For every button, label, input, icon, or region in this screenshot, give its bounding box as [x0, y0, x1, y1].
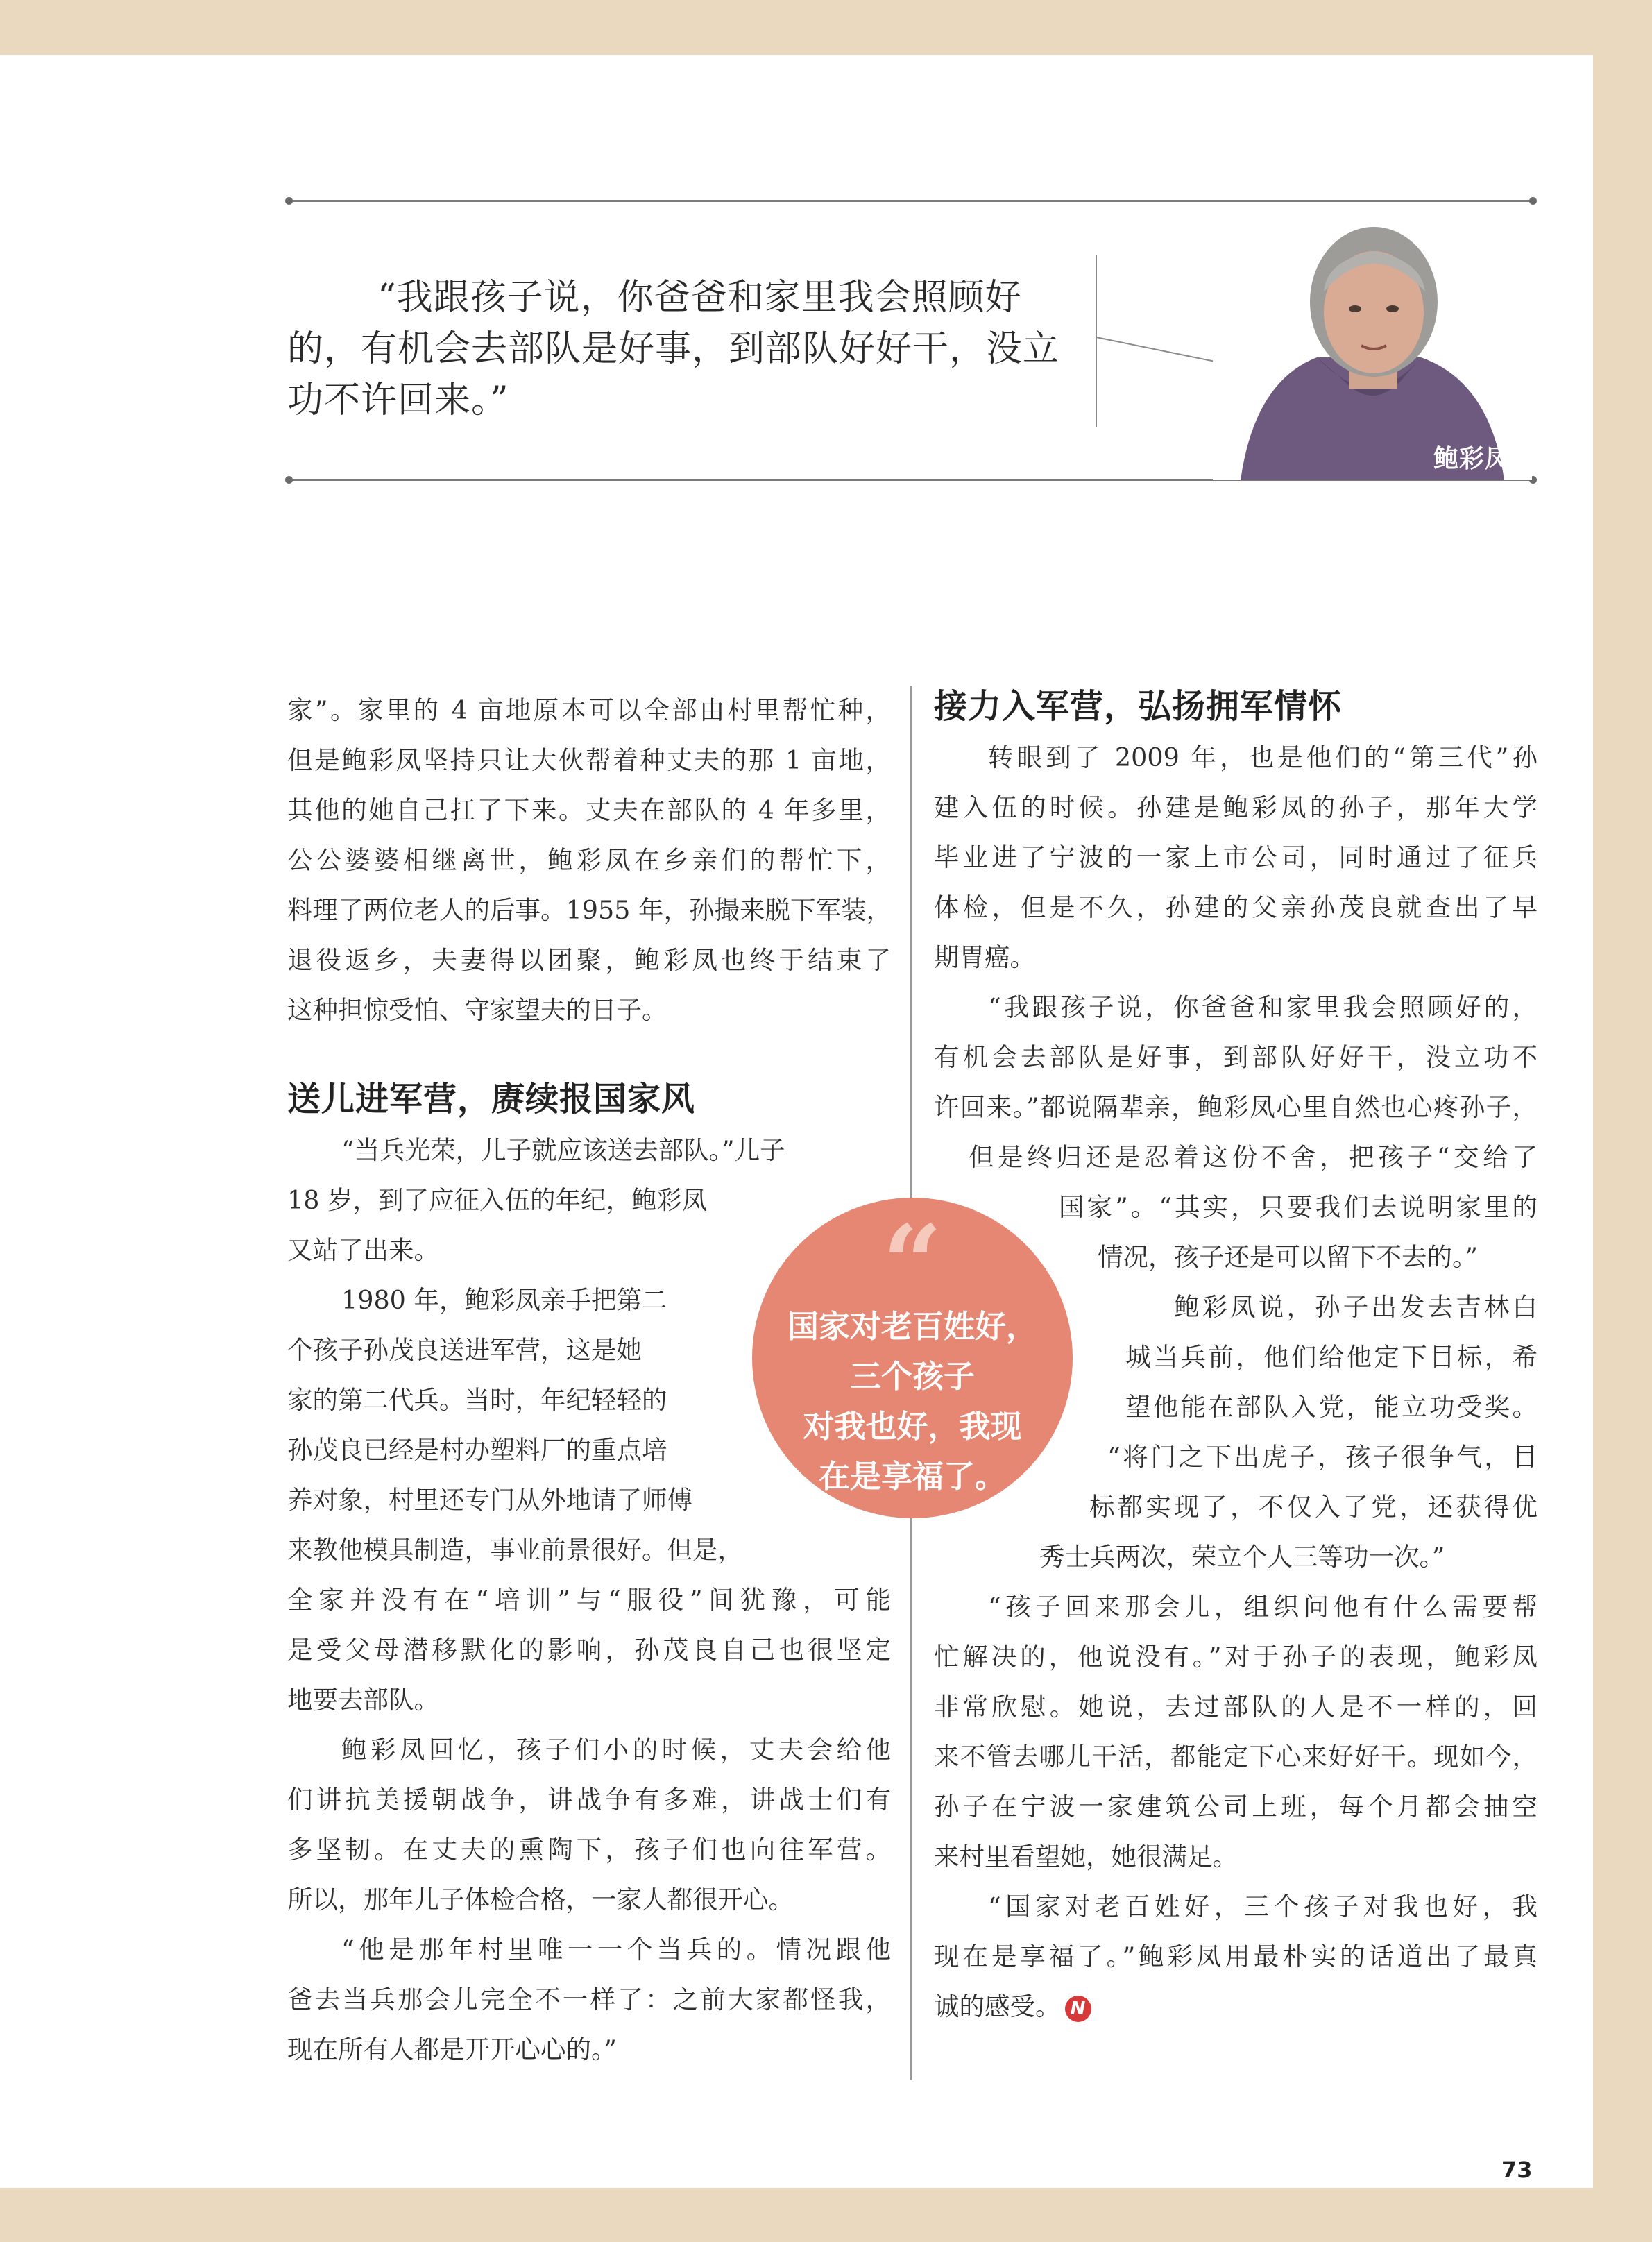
text-line: 城当兵前，他们给他定下目标，希	[1125, 1342, 1538, 1372]
section-heading: 接力入军营，弘扬拥军情怀	[934, 687, 1343, 726]
text-line: 秀士兵两次，荣立个人三等功一次。”	[1039, 1542, 1445, 1572]
text-line: 孙茂良已经是村办塑料厂的重点培	[287, 1435, 667, 1465]
text-line: 期胃癌。	[934, 942, 1035, 972]
text-line: “孩子回来那会儿，组织问他有什么需要帮	[988, 1592, 1538, 1622]
circle-quote-line: 三个孩子	[849, 1358, 975, 1395]
circle-quote-line: 在是享福了。	[818, 1458, 1006, 1495]
section-heading: 送儿进军营，赓续报国家风	[287, 1080, 696, 1119]
circle-quote	[752, 1198, 1073, 1518]
speech-pointer-icon	[1089, 254, 1228, 434]
text-line: “国家对老百姓好，三个孩子对我也好，我	[988, 1892, 1538, 1921]
text-line: 18 岁，到了应征入伍的年纪，鲍彩凤	[287, 1185, 708, 1215]
text-line: 国家”。“其实，只要我们去说明家里的	[1059, 1192, 1538, 1222]
top-rule	[289, 200, 1533, 202]
quote-mark-icon: “	[882, 1203, 943, 1325]
text-line: 现在是享福了。”鲍彩凤用最朴实的话道出了最真	[934, 1942, 1538, 1971]
text-line: 建入伍的时候。孙建是鲍彩凤的孙子，那年大学	[934, 792, 1538, 822]
text-line: 所以，那年儿子体检合格，一家人都很开心。	[287, 1885, 794, 1914]
text-line: 孙子在宁波一家建筑公司上班，每个月都会抽空	[934, 1792, 1538, 1821]
text-line	[934, 1982, 1538, 2032]
text-line: 料理了两位老人的后事。1955 年，孙撮来脱下军装，	[287, 895, 892, 925]
text-line: 公公婆婆相继离世，鲍彩凤在乡亲们的帮忙下，	[287, 845, 891, 875]
text-line: 来不管去哪儿干活，都能定下心来好好干。现如今，	[934, 1742, 1538, 1772]
text-line: 但是鲍彩凤坚持只让大伙帮着种丈夫的那 1 亩地，	[287, 745, 891, 775]
pull-quote: “我跟孩子说，你爸爸和家里我会照顾好的，有机会去部队是好事，到部队好好干，没立功不许回来。”	[287, 277, 1060, 421]
text-line: 1980 年，鲍彩凤亲手把第二	[341, 1285, 667, 1315]
text-line: 体检，但是不久，孙建的父亲孙茂良就查出了早	[934, 892, 1538, 922]
page-number: 73	[1501, 2157, 1533, 2183]
text-line: 养对象，村里还专门从外地请了师傅	[287, 1485, 692, 1515]
text-line: 来教他模具制造，事业前景很好。但是，	[287, 1535, 743, 1565]
left-intro-paragraph	[287, 686, 891, 1035]
text-line: 个孩子孙茂良送进军营，这是她	[287, 1335, 642, 1365]
text-line: “将门之下出虎子，孩子很争气，目	[1107, 1442, 1538, 1472]
text-line: 地要去部队。	[287, 1685, 439, 1715]
text-line: 忙解决的，他说没有。”对于孙子的表现，鲍彩凤	[934, 1642, 1538, 1672]
text-line: 望他能在部队入党，能立功受奖。	[1125, 1392, 1538, 1422]
text-line: “我跟孩子说，你爸爸和家里我会照顾好的，	[988, 992, 1538, 1022]
text-line: 鲍彩凤回忆，孩子们小的时候，丈夫会给他	[341, 1735, 891, 1765]
text-line: 多坚韧。在丈夫的熏陶下，孩子们也向往军营。	[287, 1835, 891, 1865]
text-line: 有机会去部队是好事，到部队好好干，没立功不	[934, 1042, 1538, 1072]
text-line: 来村里看望她，她很满足。	[934, 1842, 1238, 1871]
text-line: 毕业进了宁波的一家上市公司，同时通过了征兵	[934, 842, 1538, 872]
text-line: 非常欣慰。她说，去过部队的人是不一样的，回	[934, 1692, 1538, 1722]
text-line: 现在所有人都是开开心心的。”	[287, 2035, 617, 2064]
text-line: 是受父母潜移默化的影响，孙茂良自己也很坚定	[287, 1635, 891, 1665]
text-line: 标都实现了，不仅入了党，还获得优	[1089, 1492, 1538, 1522]
text-line: 许回来。”都说隔辈亲，鲍彩凤心里自然也心疼孙子，	[934, 1092, 1538, 1122]
text-line: “当兵光荣，儿子就应该送去部队。”儿子	[341, 1135, 785, 1165]
text-line: 家”。家里的 4 亩地原本可以全部由村里帮忙种，	[287, 695, 891, 725]
circle-quote-line: 对我也好，我现	[803, 1408, 1022, 1445]
portrait-caption: 鲍彩凤	[1433, 445, 1511, 473]
text-line: 其他的她自己扛了下来。丈夫在部队的 4 年多里，	[287, 795, 891, 825]
circle-quote-line: 国家对老百姓好，	[787, 1308, 1037, 1345]
end-mark-icon: N	[1065, 1996, 1091, 2022]
circle-quote-text	[766, 1302, 1059, 1502]
text-line: 但是终归还是忍着这份不舍，把孩子“交给了	[969, 1142, 1538, 1172]
text-line: 退役返乡，夫妻得以团聚，鲍彩凤也终于结束了	[287, 945, 891, 975]
text-line: 们讲抗美援朝战争，讲战争有多难，讲战士们有	[287, 1785, 891, 1815]
text-line: 情况，孩子还是可以留下不去的。”	[1098, 1242, 1478, 1272]
text-line: 家的第二代兵。当时，年纪轻轻的	[287, 1385, 667, 1415]
text-line: 又站了出来。	[287, 1235, 439, 1265]
text-line: 这种担惊受怕、守家望夫的日子。	[287, 995, 667, 1025]
text-line: 转眼到了 2009 年，也是他们的“第三代”孙	[988, 742, 1538, 772]
text-line: 爸去当兵那会儿完全不一样了：之前大家都怪我，	[287, 1985, 891, 2014]
text-line: 全家并没有在“培训”与“服役”间犹豫，可能	[287, 1585, 891, 1615]
text-line: 鲍彩凤说，孙子出发去吉林白	[1174, 1292, 1538, 1322]
text-line: “他是那年村里唯一一个当兵的。情况跟他	[341, 1935, 891, 1964]
text-line-end: 诚的感受。	[934, 1992, 1061, 2021]
